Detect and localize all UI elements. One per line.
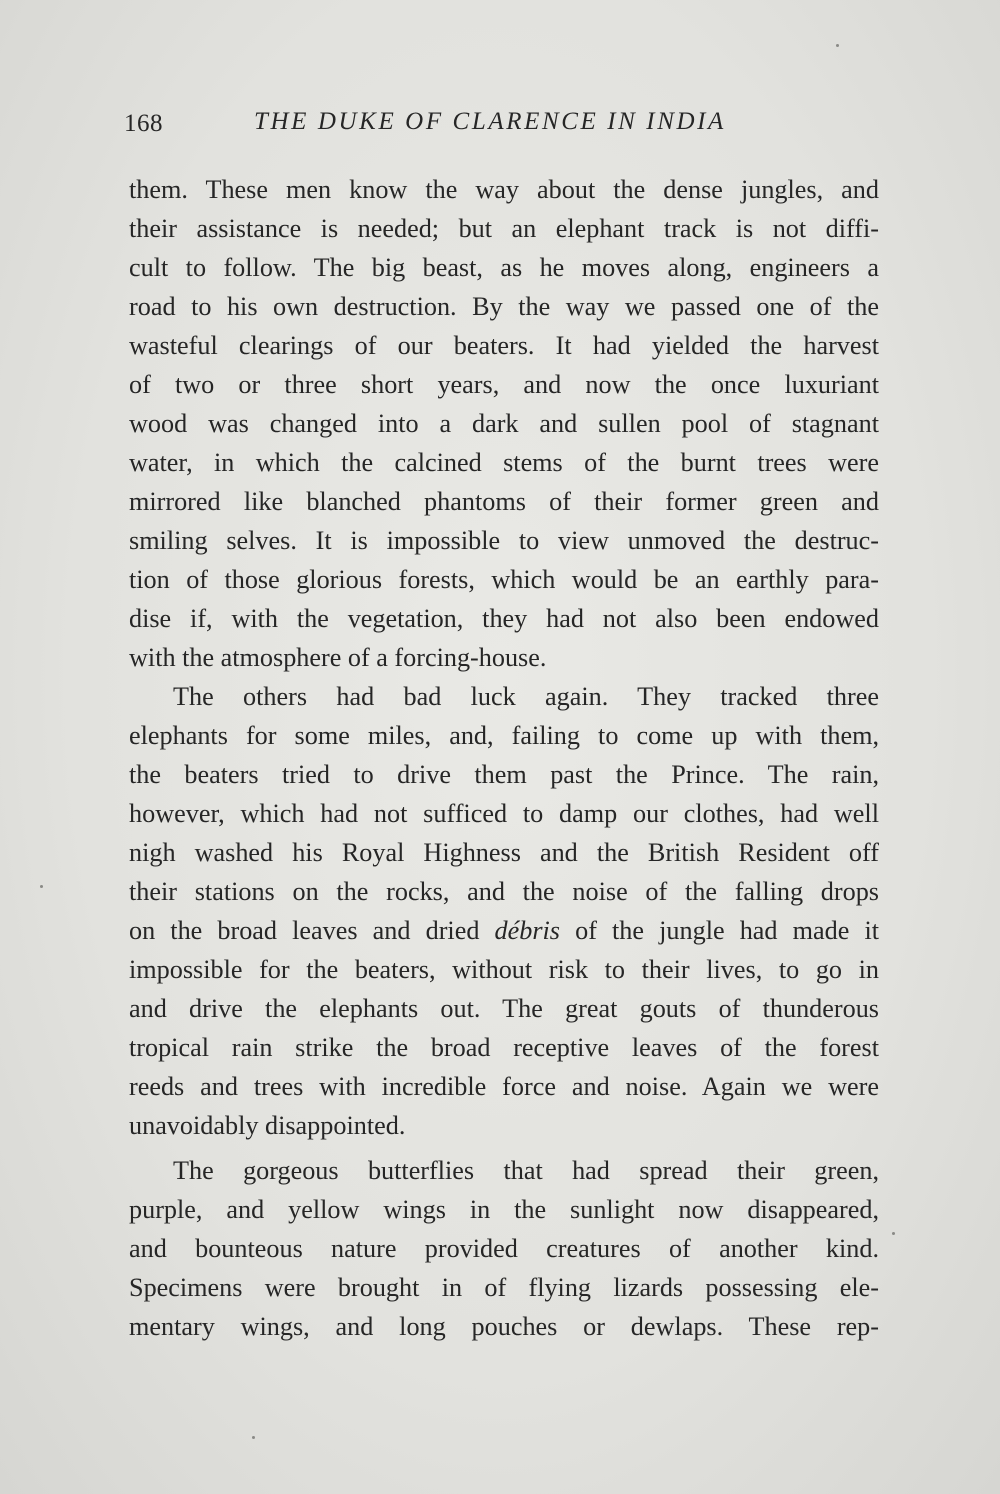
text-line: mentary wings, and long pouches or dewlaps. These rep-	[129, 1312, 879, 1341]
paper-speck	[892, 1232, 895, 1235]
text-line: their stations on the rocks, and the noise of the falling drops	[129, 877, 879, 906]
text-line: mirrored like blanched phantoms of their former green and	[129, 487, 879, 516]
text-line: and bounteous nature provided creatures of another kind.	[129, 1234, 879, 1263]
text-line: of two or three short years, and now the once luxuriant	[129, 370, 879, 399]
text-line: the beaters tried to drive them past the Prince. The rain,	[129, 760, 879, 789]
page-header	[124, 104, 880, 144]
text-line: tion of those glorious forests, which would be an earthly para-	[129, 565, 879, 594]
text-line: however, which had not sufficed to damp our clothes, had well	[129, 799, 879, 828]
text-line: The others had bad luck again. They tracked three	[173, 682, 879, 711]
text-line: wasteful clearings of our beaters. It had yielded the harvest	[129, 331, 879, 360]
running-title: THE DUKE OF CLARENCE IN INDIA	[254, 108, 726, 135]
text-line: road to his own destruction. By the way we passed one of the	[129, 292, 879, 321]
text-line: on the broad leaves and dried débris of the jungle had made it	[129, 916, 879, 945]
text-line: reeds and trees with incredible force and noise. Again we were	[129, 1072, 879, 1101]
text-line: wood was changed into a dark and sullen pool of stagnant	[129, 409, 879, 438]
paper-speck	[40, 885, 43, 888]
text-line: and drive the elephants out. The great gouts of thunderous	[129, 994, 879, 1023]
text-line: cult to follow. The big beast, as he moves along, engineers a	[129, 253, 879, 282]
text-line: nigh washed his Royal Highness and the British Resident off	[129, 838, 879, 867]
text-line: The gorgeous butterflies that had spread their green,	[173, 1156, 879, 1185]
text-line: them. These men know the way about the dense jungles, and	[129, 175, 879, 204]
text-line: impossible for the beaters, without risk to their lives, to go in	[129, 955, 879, 984]
page-number: 168	[124, 110, 163, 137]
text-line: Specimens were brought in of flying lizards possessing ele-	[129, 1273, 879, 1302]
text-line: with the atmosphere of a forcing-house.	[129, 643, 547, 672]
text-line: smiling selves. It is impossible to view unmoved the destruc-	[129, 526, 879, 555]
text-line: water, in which the calcined stems of the burnt trees were	[129, 448, 879, 477]
paper-speck	[836, 44, 839, 47]
text-line: unavoidably disappointed.	[129, 1111, 406, 1140]
text-line: elephants for some miles, and, failing to come up with them,	[129, 721, 879, 750]
text-line: tropical rain strike the broad receptive leaves of the forest	[129, 1033, 879, 1062]
paragraph-3	[129, 1151, 879, 1346]
paragraph-2	[129, 677, 879, 1145]
paper-speck	[252, 1436, 255, 1439]
text-line: purple, and yellow wings in the sunlight now disappeared,	[129, 1195, 879, 1224]
text-line: dise if, with the vegetation, they had not also been endowed	[129, 604, 879, 633]
text-line: their assistance is needed; but an elephant track is not diffi-	[129, 214, 879, 243]
body-text	[129, 170, 879, 1346]
paragraph-1	[129, 170, 879, 677]
